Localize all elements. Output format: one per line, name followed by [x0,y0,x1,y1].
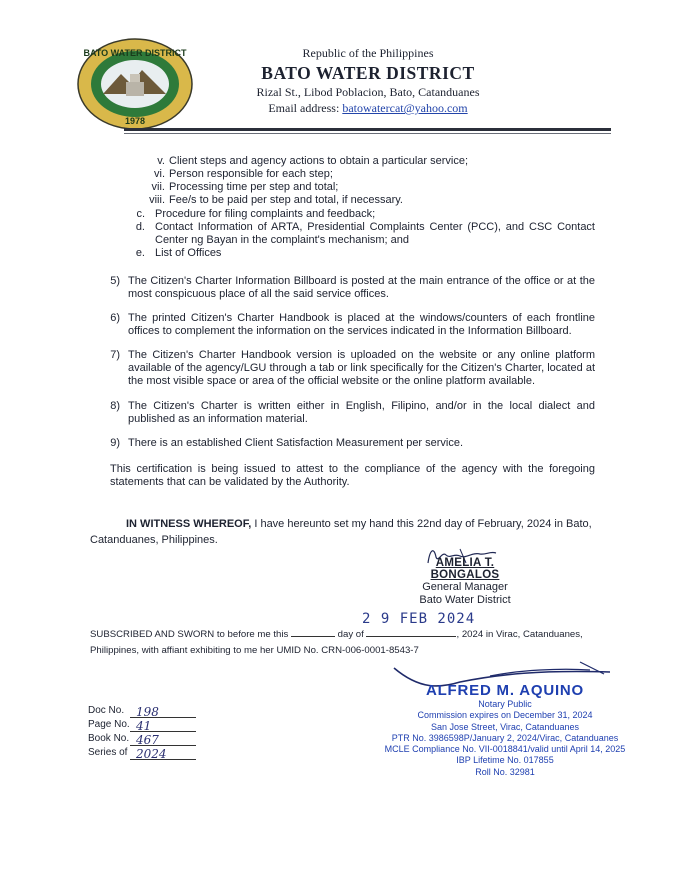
list-item: e. List of Offices [135,247,222,259]
notary-line: IBP Lifetime No. 017855 [456,755,554,766]
email-link[interactable]: batowatercat@yahoo.com [342,101,468,115]
doc-record-row: Series of 2024 [88,746,228,760]
district-title: BATO WATER DISTRICT [261,63,475,83]
notary-line: Roll No. 32981 [475,766,535,777]
list-item: v. Client steps and agency actions to obtain a particular service; [157,155,468,167]
numbered-item-5: 5) The Citizen's Charter Information Billboard is posted at the main entrance of the office or at the most conspicuous place of all the said service offices. [110,275,595,300]
month-blank [366,627,456,637]
day-blank [291,627,335,637]
signatory-block [400,557,530,607]
notary-line: PTR No. 3986598P/January 2, 2024/Virac, Catanduanes [391,732,619,743]
header-rule [124,128,611,131]
doc-record-row: Doc No. 198 [88,704,228,718]
signatory-office: Bato Water District [419,594,511,606]
witness-bold: IN WITNESS WHEREOF, [126,518,252,530]
signatory-position: General Manager [422,581,508,593]
signatory-name: AMELIA T. BONGALOS [430,557,500,581]
email-label: Email address: [268,101,340,115]
witness-paragraph: IN WITNESS WHEREOF, I have hereunto set my hand this 22nd day of February, 2024 in Bato, Catanduanes, Philippines. [90,518,592,546]
district-logo [76,38,194,130]
list-item: vii. Processing time per step and total; [151,181,339,193]
doc-record [88,704,228,760]
received-date-stamp: 2 9 FEB 2024 [362,611,476,627]
numbered-item-6: 6) The printed Citizen's Charter Handbook is placed at the windows/counters of each frontline offices to complement the information on the services indicated in the Information Billboard. [110,312,595,337]
notary-stamp [380,682,630,778]
letterhead [236,46,500,116]
roman-sublist [133,155,593,207]
list-item: viii. Fee/s to be paid per step and total, if necessary. [149,194,403,206]
numbered-item-8: 8) The Citizen's Charter is written either in English, Filipino, and/or in the local dialect and published as an information material. [110,400,595,425]
notary-name: ALFRED M. AQUINO [425,682,585,699]
numbered-item-9: 9) There is an established Client Satisfaction Measurement per service. [110,437,464,449]
notary-line: Commission expires on December 31, 2024 [417,710,593,721]
logo-year: 1978 [124,116,146,126]
notary-line: MCLE Compliance No. VII-0018841/valid until April 14, 2025 [384,744,626,755]
logo-text-top: BATO WATER DISTRICT [83,48,187,58]
certification-paragraph: This certification is being issued to attest to the compliance of the agency with the foregoing statements that can be validated by the Authority. [110,463,595,488]
doc-record-row: Page No. 41 [88,718,228,732]
list-item: d. Contact Information of ARTA, Presidential Complaints Center (PCC), and CSC Contact Center ng Bayan in the complaint's mechanism; and [135,221,595,246]
notary-line: San Jose Street, Virac, Catanduanes [431,721,579,732]
notary-line: Notary Public [478,699,532,709]
list-item: vi. Person responsible for each step; [154,168,333,180]
doc-record-row: Book No. 467 [88,732,228,746]
district-address: Rizal St., Libod Poblacion, Bato, Catanduanes [256,85,480,99]
republic-line: Republic of the Philippines [302,46,434,60]
sworn-statement: SUBSCRIBED AND SWORN to before me this day of , 2024 in Virac, Catanduanes, Philippines, with affiant exhibiting to me her UMID No. CRN-006-0001-8543-7 [90,629,583,656]
alpha-sublist [133,208,595,260]
header-rule-thin [124,133,611,134]
list-item: c. Procedure for filing complaints and feedback; [136,208,376,220]
email-line [236,101,500,116]
numbered-item-7: 7) The Citizen's Charter Handbook version is uploaded on the website or any online platform available of the agency/LGU through a tab or link specifically for the Citizen's Charter, located at the most visible space or area of the official website or the online platform available. [110,349,595,387]
